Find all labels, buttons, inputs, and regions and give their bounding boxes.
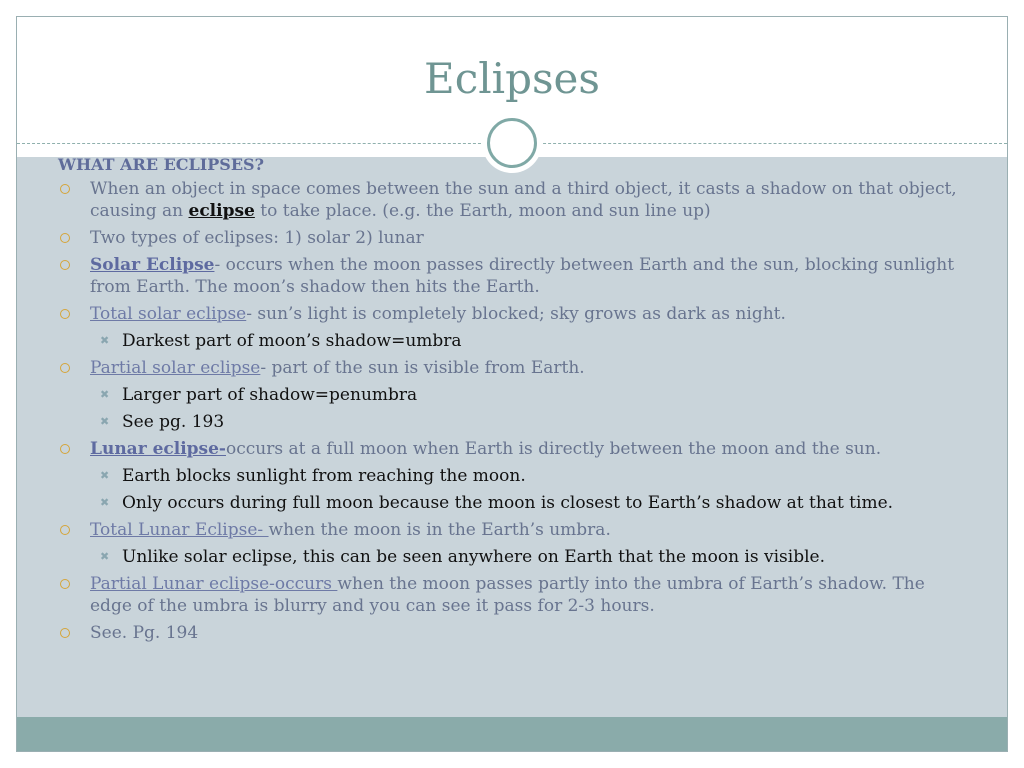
footer-band bbox=[17, 717, 1007, 751]
bullet-text: occurs at a full moon when Earth is directly between the moon and the sun. bbox=[225, 439, 882, 459]
bullet-text: - sun’s light is completely blocked; sky grows as dark as night. bbox=[246, 304, 786, 324]
bullet-text: to take place. (e.g. the Earth, moon and sun line up) bbox=[254, 201, 711, 221]
bullet-item bbox=[58, 519, 958, 541]
key-term-link[interactable]: Partial solar eclipse bbox=[90, 358, 261, 378]
cross-bullet-icon: ✖ bbox=[100, 469, 110, 482]
cross-bullet-icon: ✖ bbox=[100, 550, 110, 563]
cross-bullet-icon: ✖ bbox=[100, 415, 110, 428]
bullet-text: - occurs when the moon passes directly between Earth and the sun, blocking sunlight from Earth. The moon’s shadow then hits the Earth. bbox=[90, 255, 955, 297]
slide-content bbox=[58, 154, 958, 649]
key-term: eclipse bbox=[188, 201, 255, 221]
cross-bullet-icon: ✖ bbox=[100, 388, 110, 401]
sub-bullet-item bbox=[58, 546, 958, 568]
bullet-text: when the moon passes partly into the umbra of Earth’s shadow. The edge of the umbra is blurry and you can see it pass for 2-3 hours. bbox=[90, 574, 925, 616]
ring-bullet-icon bbox=[60, 260, 70, 270]
sub-bullet-text: Unlike solar eclipse, this can be seen anywhere on Earth that the moon is visible. bbox=[122, 547, 825, 567]
key-term-link[interactable]: Total solar eclipse bbox=[90, 304, 247, 324]
bullet-text: When an object in space comes between the sun and a third object, it casts a shadow on that object, causing an bbox=[90, 179, 957, 221]
sub-bullet-item bbox=[58, 330, 958, 352]
bullet-text: when the moon is in the Earth’s umbra. bbox=[268, 520, 611, 540]
ring-bullet-icon bbox=[60, 444, 70, 454]
bullet-item bbox=[58, 438, 958, 460]
bullet-item bbox=[58, 622, 958, 644]
sub-bullet-text: Only occurs during full moon because the moon is closest to Earth’s shadow at that time. bbox=[122, 493, 894, 513]
bullet-text: Two types of eclipses: 1) solar 2) lunar bbox=[90, 228, 424, 248]
ring-bullet-icon bbox=[60, 184, 70, 194]
cross-bullet-icon: ✖ bbox=[100, 496, 110, 509]
bullet-item bbox=[58, 303, 958, 325]
sub-bullet-item bbox=[58, 492, 958, 514]
sub-bullet-text: See pg. 193 bbox=[122, 412, 225, 432]
ring-bullet-icon bbox=[60, 309, 70, 319]
key-term-link[interactable]: Solar Eclipse bbox=[90, 255, 215, 275]
bullet-text: See. Pg. 194 bbox=[90, 623, 199, 643]
section-heading: WHAT ARE ECLIPSES? bbox=[58, 155, 264, 174]
ring-bullet-icon bbox=[60, 579, 70, 589]
slide-title: Eclipses bbox=[424, 54, 600, 103]
bullet-item bbox=[58, 254, 958, 298]
bullet-item bbox=[58, 357, 958, 379]
ring-bullet-icon bbox=[60, 233, 70, 243]
bullet-item bbox=[58, 227, 958, 249]
key-term-link[interactable]: Partial Lunar eclipse-occurs bbox=[90, 574, 338, 594]
cross-bullet-icon: ✖ bbox=[100, 334, 110, 347]
sub-bullet-item bbox=[58, 384, 958, 406]
key-term-link[interactable]: Lunar eclipse- bbox=[90, 439, 226, 459]
sub-bullet-text: Darkest part of moon’s shadow=umbra bbox=[122, 331, 462, 351]
sub-bullet-item bbox=[58, 411, 958, 433]
sub-bullet-text: Larger part of shadow=penumbra bbox=[122, 385, 418, 405]
ring-bullet-icon bbox=[60, 628, 70, 638]
bullet-item bbox=[58, 178, 958, 222]
sub-bullet-text: Earth blocks sunlight from reaching the moon. bbox=[122, 466, 526, 486]
sub-bullet-item bbox=[58, 465, 958, 487]
bullet-item bbox=[58, 573, 958, 617]
ring-bullet-icon bbox=[60, 525, 70, 535]
bullet-text: - part of the sun is visible from Earth. bbox=[260, 358, 585, 378]
ring-bullet-icon bbox=[60, 363, 70, 373]
key-term-link[interactable]: Total Lunar Eclipse- bbox=[90, 520, 269, 540]
